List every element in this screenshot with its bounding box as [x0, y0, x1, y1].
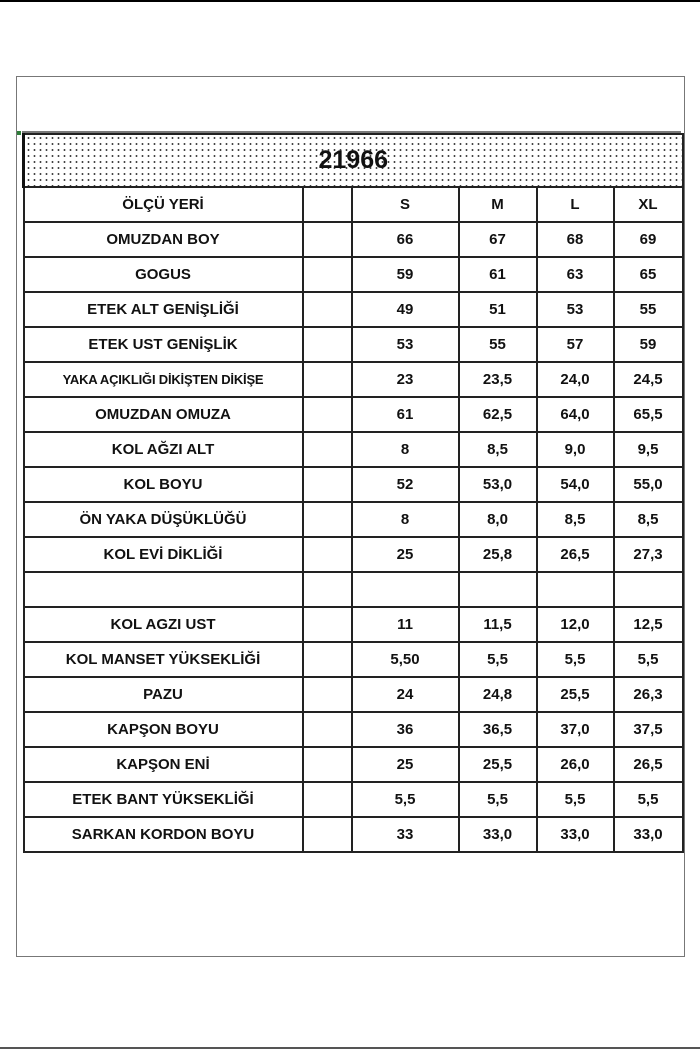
value-size-xl: 69 [614, 222, 683, 257]
value-size-m: 25,8 [459, 537, 537, 572]
table-row [24, 572, 683, 607]
bottom-border-line [0, 1047, 700, 1049]
header-measurement-point: ÖLÇÜ YERİ [24, 187, 303, 222]
measurement-label: ÖN YAKA DÜŞÜKLÜĞÜ [24, 502, 303, 537]
blank-cell [303, 642, 352, 677]
header-size-l: L [537, 187, 614, 222]
size-chart [22, 133, 681, 853]
blank-cell [303, 362, 352, 397]
value-size-l: 53 [537, 292, 614, 327]
table-row [24, 642, 683, 677]
value-size-s: 8 [352, 502, 459, 537]
value-size-m: 61 [459, 257, 537, 292]
value-size-s: 23 [352, 362, 459, 397]
measurement-label: KOL EVİ DİKLİĞİ [24, 537, 303, 572]
value-size-l: 57 [537, 327, 614, 362]
value-size-m: 8,5 [459, 432, 537, 467]
table-row [24, 397, 683, 432]
value-size-s: 25 [352, 747, 459, 782]
value-size-m: 33,0 [459, 817, 537, 852]
header-row [24, 187, 683, 222]
header-size-xl: XL [614, 187, 683, 222]
value-size-xl: 55,0 [614, 467, 683, 502]
value-size-m: 23,5 [459, 362, 537, 397]
value-size-s: 8 [352, 432, 459, 467]
value-size-m: 8,0 [459, 502, 537, 537]
value-size-s: 53 [352, 327, 459, 362]
measurement-label: OMUZDAN OMUZA [24, 397, 303, 432]
table-row [24, 362, 683, 397]
value-size-l: 63 [537, 257, 614, 292]
blank-cell [303, 257, 352, 292]
value-size-l: 5,5 [537, 642, 614, 677]
value-size-l: 37,0 [537, 712, 614, 747]
table-row [24, 432, 683, 467]
value-size-l: 8,5 [537, 502, 614, 537]
measurement-label: KAPŞON ENİ [24, 747, 303, 782]
measurement-label: SARKAN KORDON BOYU [24, 817, 303, 852]
top-border-line [0, 0, 700, 2]
value-size-l: 26,0 [537, 747, 614, 782]
value-size-l: 9,0 [537, 432, 614, 467]
value-size-s: 61 [352, 397, 459, 432]
blank-cell [303, 712, 352, 747]
value-size-l: 68 [537, 222, 614, 257]
value-size-s: 5,50 [352, 642, 459, 677]
value-size-s: 36 [352, 712, 459, 747]
value-size-xl: 8,5 [614, 502, 683, 537]
value-size-xl: 12,5 [614, 607, 683, 642]
value-size-s: 52 [352, 467, 459, 502]
blank-cell [303, 782, 352, 817]
value-size-s [352, 572, 459, 607]
value-size-xl: 27,3 [614, 537, 683, 572]
value-size-m: 55 [459, 327, 537, 362]
blank-cell [303, 607, 352, 642]
measurement-label: PAZU [24, 677, 303, 712]
value-size-xl: 26,3 [614, 677, 683, 712]
value-size-l: 24,0 [537, 362, 614, 397]
table-row [24, 537, 683, 572]
value-size-xl: 5,5 [614, 642, 683, 677]
value-size-m: 5,5 [459, 782, 537, 817]
value-size-xl: 9,5 [614, 432, 683, 467]
measurement-label: ETEK ALT GENİŞLİĞİ [24, 292, 303, 327]
blank-cell [303, 677, 352, 712]
value-size-l [537, 572, 614, 607]
product-code-title: 21966 [24, 134, 683, 187]
value-size-s: 59 [352, 257, 459, 292]
value-size-xl: 24,5 [614, 362, 683, 397]
blank-cell [303, 222, 352, 257]
value-size-l: 26,5 [537, 537, 614, 572]
header-blank-cell [303, 187, 352, 222]
value-size-xl: 65,5 [614, 397, 683, 432]
value-size-s: 24 [352, 677, 459, 712]
table-row [24, 607, 683, 642]
blank-cell [303, 432, 352, 467]
value-size-l: 54,0 [537, 467, 614, 502]
value-size-m: 67 [459, 222, 537, 257]
measurement-label: KOL BOYU [24, 467, 303, 502]
measurement-label: KOL MANSET YÜKSEKLİĞİ [24, 642, 303, 677]
measurement-label: KOL AGZI UST [24, 607, 303, 642]
value-size-xl: 33,0 [614, 817, 683, 852]
measurement-label: ETEK BANT YÜKSEKLİĞİ [24, 782, 303, 817]
table-row [24, 817, 683, 852]
value-size-xl: 65 [614, 257, 683, 292]
value-size-s: 49 [352, 292, 459, 327]
table-row [24, 502, 683, 537]
blank-cell [303, 502, 352, 537]
value-size-m: 5,5 [459, 642, 537, 677]
measurement-label: YAKA AÇIKLIĞI DİKİŞTEN DİKİŞE [24, 362, 303, 397]
value-size-s: 33 [352, 817, 459, 852]
measurement-label: OMUZDAN BOY [24, 222, 303, 257]
value-size-l: 25,5 [537, 677, 614, 712]
blank-cell [303, 537, 352, 572]
measurement-label [24, 572, 303, 607]
value-size-l: 5,5 [537, 782, 614, 817]
blank-cell [303, 327, 352, 362]
value-size-xl: 37,5 [614, 712, 683, 747]
value-size-xl [614, 572, 683, 607]
table-row [24, 222, 683, 257]
title-row [24, 134, 683, 187]
blank-cell [303, 397, 352, 432]
table-row [24, 292, 683, 327]
header-size-m: M [459, 187, 537, 222]
measurement-label: GOGUS [24, 257, 303, 292]
value-size-xl: 55 [614, 292, 683, 327]
blank-cell [303, 292, 352, 327]
table-row [24, 327, 683, 362]
value-size-s: 66 [352, 222, 459, 257]
value-size-xl: 5,5 [614, 782, 683, 817]
measurement-label: KAPŞON BOYU [24, 712, 303, 747]
table-row [24, 677, 683, 712]
header-size-s: S [352, 187, 459, 222]
table-row [24, 782, 683, 817]
blank-cell [303, 467, 352, 502]
value-size-xl: 26,5 [614, 747, 683, 782]
value-size-m: 62,5 [459, 397, 537, 432]
value-size-m [459, 572, 537, 607]
table-row [24, 257, 683, 292]
blank-cell [303, 572, 352, 607]
value-size-m: 24,8 [459, 677, 537, 712]
table-row [24, 712, 683, 747]
value-size-m: 25,5 [459, 747, 537, 782]
value-size-s: 11 [352, 607, 459, 642]
size-chart-table [22, 133, 684, 853]
value-size-m: 11,5 [459, 607, 537, 642]
cell-selection-corner-mark [17, 131, 21, 135]
blank-cell [303, 747, 352, 782]
value-size-l: 33,0 [537, 817, 614, 852]
measurement-label: KOL AĞZI ALT [24, 432, 303, 467]
value-size-s: 25 [352, 537, 459, 572]
value-size-m: 53,0 [459, 467, 537, 502]
value-size-xl: 59 [614, 327, 683, 362]
value-size-s: 5,5 [352, 782, 459, 817]
value-size-m: 51 [459, 292, 537, 327]
value-size-l: 64,0 [537, 397, 614, 432]
table-row [24, 747, 683, 782]
table-row [24, 467, 683, 502]
measurement-label: ETEK UST GENİŞLİK [24, 327, 303, 362]
value-size-l: 12,0 [537, 607, 614, 642]
blank-cell [303, 817, 352, 852]
value-size-m: 36,5 [459, 712, 537, 747]
